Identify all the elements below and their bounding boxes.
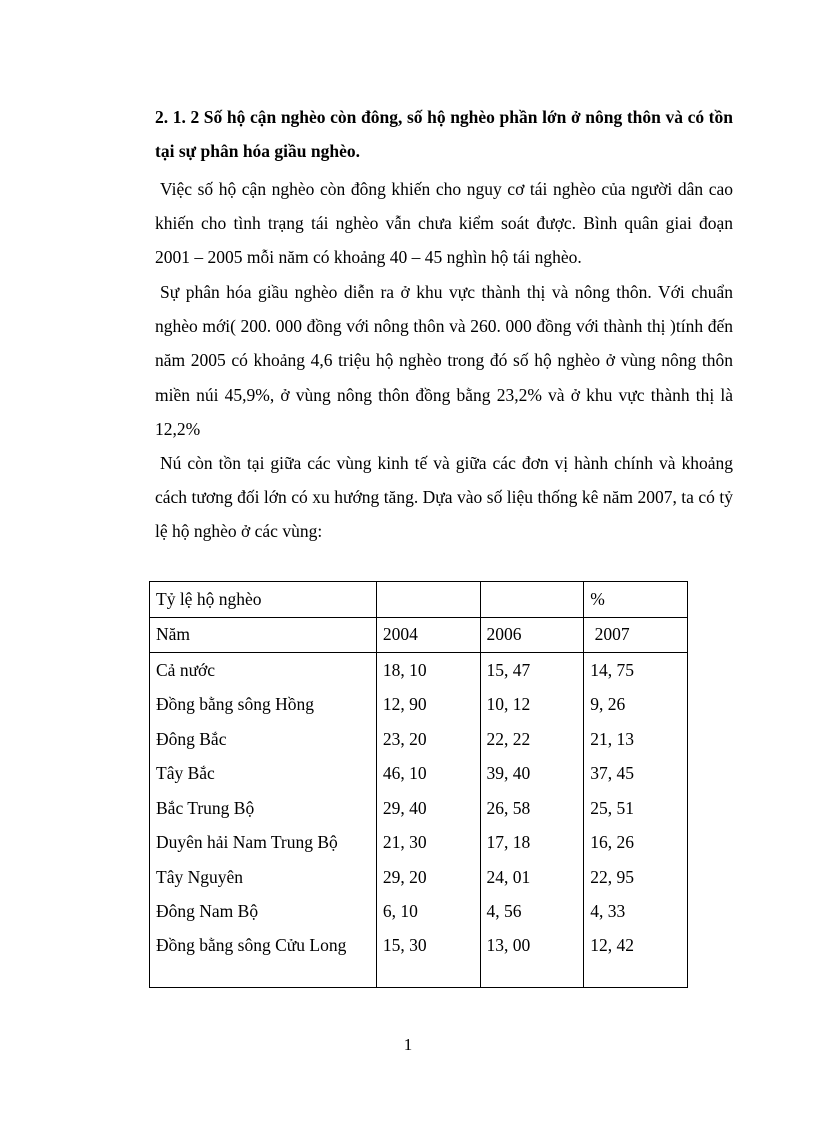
rate-value-cell: 17, 18 (480, 826, 584, 861)
region-name-cell: Đông Nam Bộ (150, 895, 377, 930)
table-row (150, 653, 688, 688)
rate-value-cell: 18, 10 (376, 653, 480, 688)
region-name-cell: Đồng bằng sông Hồng (150, 688, 377, 723)
rate-value-cell: 23, 20 (376, 722, 480, 757)
page-number: 1 (403, 1035, 413, 1054)
region-name-cell: Bắc Trung Bộ (150, 791, 377, 826)
rate-value-cell: 22, 22 (480, 722, 584, 757)
rate-value-cell: 37, 45 (584, 757, 688, 792)
rate-value-cell: 9, 26 (584, 688, 688, 723)
rate-value-cell: 10, 12 (480, 688, 584, 723)
region-name-cell: Tây Nguyên (150, 860, 377, 895)
rate-value-cell: 12, 42 (584, 929, 688, 988)
table-row (150, 860, 688, 895)
rate-value-cell: 26, 58 (480, 791, 584, 826)
rate-value-cell: 14, 75 (584, 653, 688, 688)
header-2006: 2006 (480, 617, 584, 653)
rate-value-cell: 25, 51 (584, 791, 688, 826)
region-name-cell: Đông Bắc (150, 722, 377, 757)
rate-value-cell: 21, 13 (584, 722, 688, 757)
rate-value-cell: 15, 47 (480, 653, 584, 688)
table-row (150, 791, 688, 826)
rate-value-cell: 15, 30 (376, 929, 480, 988)
rate-value-cell: 4, 33 (584, 895, 688, 930)
rate-value-cell: 6, 10 (376, 895, 480, 930)
table-row (150, 895, 688, 930)
rate-value-cell: 29, 20 (376, 860, 480, 895)
region-name-cell: Duyên hải Nam Trung Bộ (150, 826, 377, 861)
rate-value-cell: 46, 10 (376, 757, 480, 792)
table-title-row (150, 582, 688, 618)
region-name-cell: Tây Bắc (150, 757, 377, 792)
rate-value-cell: 39, 40 (480, 757, 584, 792)
table-header-row (150, 617, 688, 653)
rate-value-cell: 29, 40 (376, 791, 480, 826)
header-2004: 2004 (376, 617, 480, 653)
table-unit: % (584, 582, 688, 618)
paragraph-urban-rural: Sự phân hóa giầu nghèo diễn ra ở khu vực thành thị và nông thôn. Với chuẩn nghèo mới( 200. 000 đồng với nông thôn và 260. 000 đồng với thành thị )tính đến năm 2005 có khoảng 4,6 triệu hộ nghèo trong đó số hộ nghèo ở vùng nông thôn miền núi 45,9%, ở vùng nông thôn đồng bằng 23,2% và ở khu vực thành thị là 12,2% (155, 282, 733, 439)
table-cell (480, 582, 584, 618)
paragraph-regional: Nú còn tồn tại giữa các vùng kinh tế và giữa các đơn vị hành chính và khoảng cách tương đối lớn có xu hướng tăng. Dựa vào số liệu thống kê năm 2007, ta có tỷ lệ hộ nghèo ở các vùng: (155, 453, 733, 542)
rate-value-cell: 16, 26 (584, 826, 688, 861)
table-title: Tỷ lệ hộ nghèo (150, 582, 377, 618)
table-row (150, 722, 688, 757)
table-row (150, 826, 688, 861)
rate-value-cell: 24, 01 (480, 860, 584, 895)
paragraph-near-poor: Việc số hộ cận nghèo còn đông khiến cho nguy cơ tái nghèo của người dân cao khiến cho tình trạng tái nghèo vẫn chưa kiểm soát được. Bình quân giai đoạn 2001 – 2005 mỗi năm có khoảng 40 – 45 nghìn hộ tái nghèo. (155, 179, 733, 268)
region-name-cell: Đồng bằng sông Cửu Long (150, 929, 377, 988)
poverty-rate-table (149, 581, 688, 988)
rate-value-cell: 22, 95 (584, 860, 688, 895)
section-heading: 2. 1. 2 Số hộ cận nghèo còn đông, số hộ nghèo phần lớn ở nông thôn và có tồn tại sự phân hóa giầu nghèo. (155, 107, 733, 161)
rate-value-cell: 13, 00 (480, 929, 584, 988)
region-name-cell: Cả nước (150, 653, 377, 688)
rate-value-cell: 21, 30 (376, 826, 480, 861)
table-row (150, 757, 688, 792)
table-row (150, 688, 688, 723)
header-year-label: Năm (150, 617, 377, 653)
rate-value-cell: 12, 90 (376, 688, 480, 723)
table-cell (376, 582, 480, 618)
rate-value-cell: 4, 56 (480, 895, 584, 930)
header-2007: 2007 (584, 617, 688, 653)
table-row (150, 929, 688, 988)
